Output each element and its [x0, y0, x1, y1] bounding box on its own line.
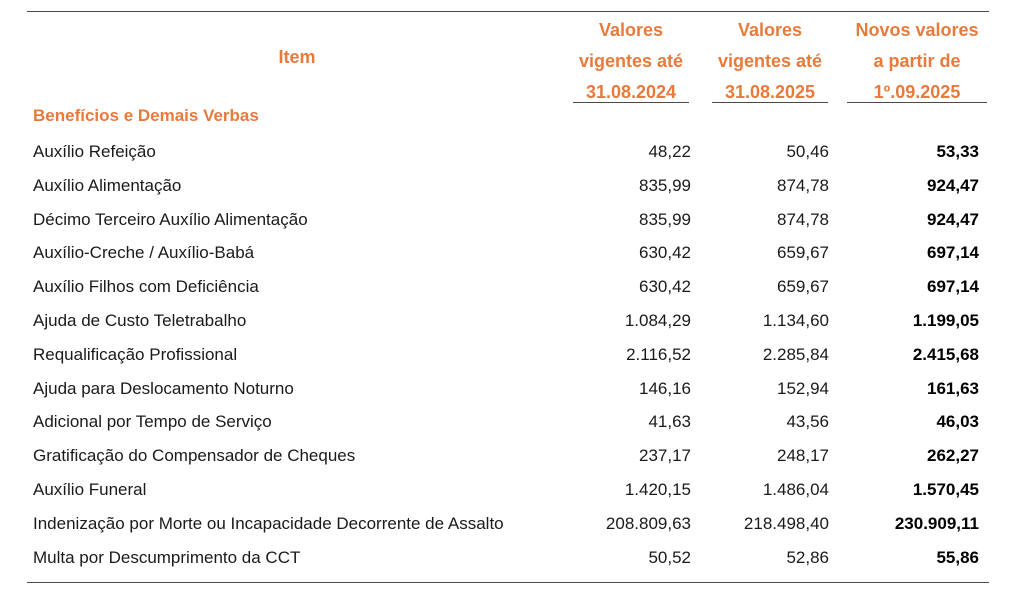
header-col-2025-line1: Valores	[737, 20, 803, 40]
row-item-label: Multa por Descumprimento da CCT	[33, 547, 301, 567]
table-row	[27, 372, 989, 406]
header-item: Item	[278, 46, 316, 67]
row-value-new: 924,47	[927, 175, 979, 195]
header-col-2024-rule	[573, 102, 689, 103]
row-item-label: Auxílio-Creche / Auxílio-Babá	[33, 243, 255, 263]
row-item-label: Auxílio Filhos com Deficiência	[33, 277, 259, 297]
table-row	[27, 169, 989, 203]
row-value-2025: 218.498,40	[743, 513, 829, 533]
row-value-new: 697,14	[927, 277, 979, 297]
section-title: Benefícios e Demais Verbas	[33, 106, 259, 125]
table-row	[27, 270, 989, 304]
row-value-new: 46,03	[936, 412, 979, 432]
table-row	[27, 338, 989, 372]
row-item-label: Requalificação Profissional	[33, 344, 238, 364]
row-item-label: Ajuda de Custo Teletrabalho	[33, 310, 247, 330]
row-value-2025: 152,94	[777, 378, 829, 398]
row-item-label: Adicional por Tempo de Serviço	[33, 412, 272, 432]
header-col-2025-line3: 31.08.2025	[724, 82, 816, 102]
row-value-new: 230.909,11	[894, 513, 979, 533]
header-col-2025-rule	[712, 102, 828, 103]
row-item-label: Ajuda para Deslocamento Noturno	[33, 378, 294, 398]
header-col-new-line2: a partir de	[873, 51, 961, 71]
row-value-2024: 835,99	[639, 209, 691, 229]
row-value-2025: 659,67	[777, 243, 829, 263]
table-header	[27, 11, 989, 103]
header-col-2024	[571, 15, 691, 103]
row-value-2024: 2.116,52	[626, 344, 691, 364]
row-value-2024: 41,63	[648, 412, 691, 432]
table-row	[27, 473, 989, 507]
row-value-2025: 874,78	[777, 209, 829, 229]
row-value-new: 924,47	[927, 209, 979, 229]
table-bottom-rule	[27, 582, 989, 583]
row-item-label: Auxílio Alimentação	[33, 175, 182, 195]
header-col-2024-line3: 31.08.2024	[585, 82, 677, 102]
table-row	[27, 541, 989, 575]
row-value-2024: 237,17	[639, 446, 691, 466]
row-value-2024: 1.084,29	[624, 310, 691, 330]
table-row	[27, 439, 989, 473]
header-col-2025	[710, 15, 830, 103]
table-row	[27, 203, 989, 237]
header-col-2024-line2: vigentes até	[578, 51, 684, 71]
table-row	[27, 135, 989, 169]
row-value-new: 2.415,68	[912, 344, 979, 364]
table-row	[27, 507, 989, 541]
row-item-label: Gratificação do Compensador de Cheques	[33, 446, 356, 466]
header-col-2024-line1: Valores	[598, 20, 664, 40]
row-value-2025: 43,56	[786, 412, 829, 432]
table-row	[27, 304, 989, 338]
table-row	[27, 405, 989, 439]
row-value-2025: 2.285,84	[762, 344, 829, 364]
row-value-2025: 1.134,60	[762, 310, 829, 330]
row-value-2024: 50,52	[648, 547, 691, 567]
row-value-new: 161,63	[927, 378, 979, 398]
row-value-new: 1.199,05	[912, 310, 979, 330]
row-value-2024: 630,42	[639, 243, 691, 263]
row-value-2024: 48,22	[648, 142, 691, 161]
header-col-new-line1: Novos valores	[855, 20, 979, 40]
row-value-2024: 835,99	[639, 175, 691, 195]
row-item-label: Auxílio Funeral	[33, 479, 147, 499]
row-value-2025: 50,46	[786, 142, 829, 161]
row-value-2025: 874,78	[777, 175, 829, 195]
row-value-2024: 1.420,15	[624, 479, 691, 499]
header-col-2025-line2: vigentes até	[717, 51, 823, 71]
row-value-new: 262,27	[927, 446, 979, 466]
row-value-2024: 146,16	[639, 378, 691, 398]
header-col-new-rule	[847, 102, 987, 103]
row-value-new: 55,86	[936, 547, 979, 567]
row-item-label: Indenização por Morte ou Incapacidade Decorrente de Assalto	[33, 513, 504, 533]
row-value-2024: 630,42	[639, 277, 691, 297]
table-body	[27, 135, 989, 574]
row-value-2025: 659,67	[777, 277, 829, 297]
row-value-new: 1.570,45	[912, 479, 979, 499]
header-col-new-line3: 1º.09.2025	[873, 82, 961, 102]
table-row	[27, 236, 989, 270]
row-value-new: 697,14	[927, 243, 979, 263]
row-value-2024: 208.809,63	[605, 513, 691, 533]
row-item-label: Décimo Terceiro Auxílio Alimentação	[33, 209, 308, 229]
row-value-2025: 52,86	[786, 547, 829, 567]
row-value-2025: 248,17	[777, 446, 829, 466]
row-item-label: Auxílio Refeição	[33, 142, 156, 161]
header-col-new	[845, 15, 989, 103]
row-value-new: 53,33	[936, 142, 979, 161]
row-value-2025: 1.486,04	[762, 479, 829, 499]
